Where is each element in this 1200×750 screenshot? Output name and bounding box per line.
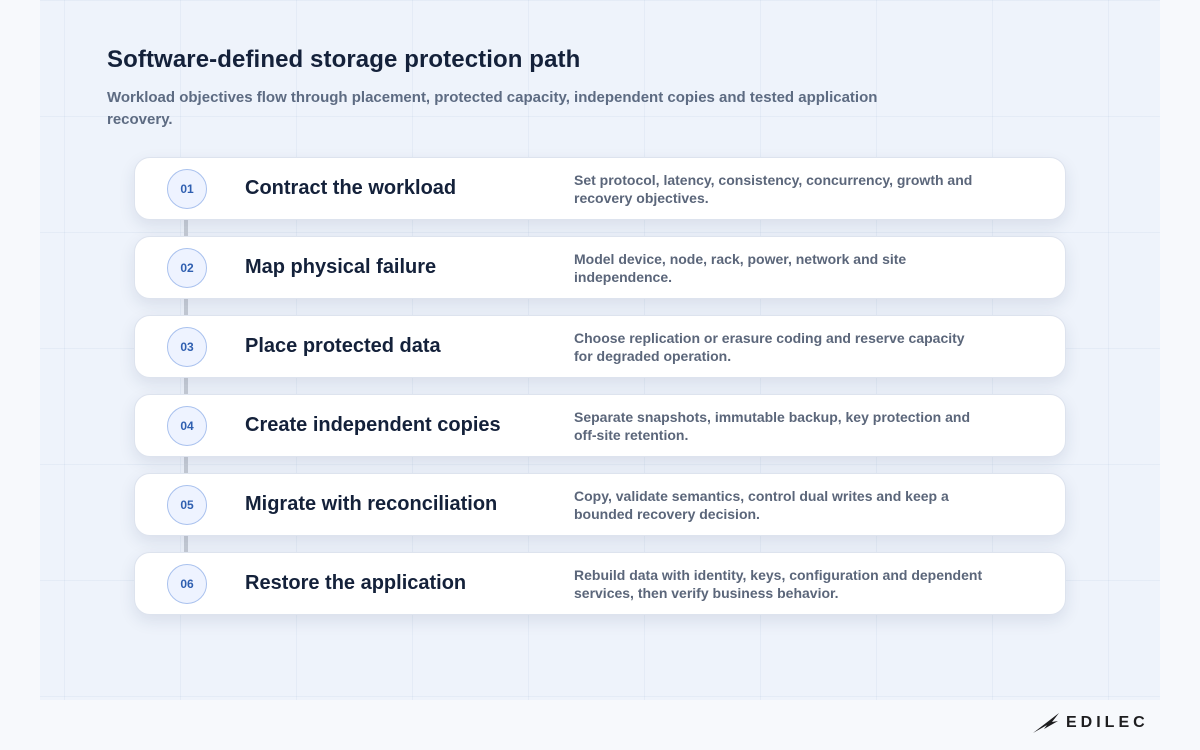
step-description: Choose replication or erasure coding and reserve capacity for degraded operation.	[574, 329, 965, 364]
brand-logo	[1032, 712, 1149, 734]
step-number-badge: 06	[167, 564, 207, 604]
step-title: Contract the workload	[245, 177, 457, 199]
step-number-badge: 05	[167, 485, 207, 525]
step-title: Restore the application	[245, 572, 467, 594]
step-number-badge: 02	[167, 248, 207, 288]
step-card	[134, 394, 1066, 457]
step-description: Rebuild data with identity, keys, configuration and dependent services, then verify business behavior.	[574, 566, 983, 601]
step-card	[134, 315, 1066, 378]
brand-name: EDILEC	[1066, 714, 1149, 731]
step-card	[134, 552, 1066, 615]
step-description: Model device, node, rack, power, network and site independence.	[574, 250, 907, 285]
step-list	[134, 157, 1066, 631]
step-number-badge: 03	[167, 327, 207, 367]
step-card	[134, 236, 1066, 299]
step-number-badge: 01	[167, 169, 207, 209]
step-number-badge: 04	[167, 406, 207, 446]
step-card	[134, 157, 1066, 220]
step-description: Set protocol, latency, consistency, concurrency, growth and recovery objectives.	[574, 171, 973, 206]
page-subtitle: Workload objectives flow through placement, protected capacity, independent copies and tested application recovery.	[107, 89, 878, 128]
step-card	[134, 473, 1066, 536]
page-title: Software-defined storage protection path	[107, 46, 581, 73]
step-title: Migrate with reconciliation	[245, 493, 498, 515]
edilec-wing-logo-icon	[1032, 712, 1060, 734]
step-title: Map physical failure	[245, 256, 437, 278]
step-title: Create independent copies	[245, 414, 501, 436]
step-title: Place protected data	[245, 335, 441, 357]
step-description: Separate snapshots, immutable backup, key protection and off-site retention.	[574, 408, 970, 443]
step-description: Copy, validate semantics, control dual writes and keep a bounded recovery decision.	[574, 487, 949, 522]
